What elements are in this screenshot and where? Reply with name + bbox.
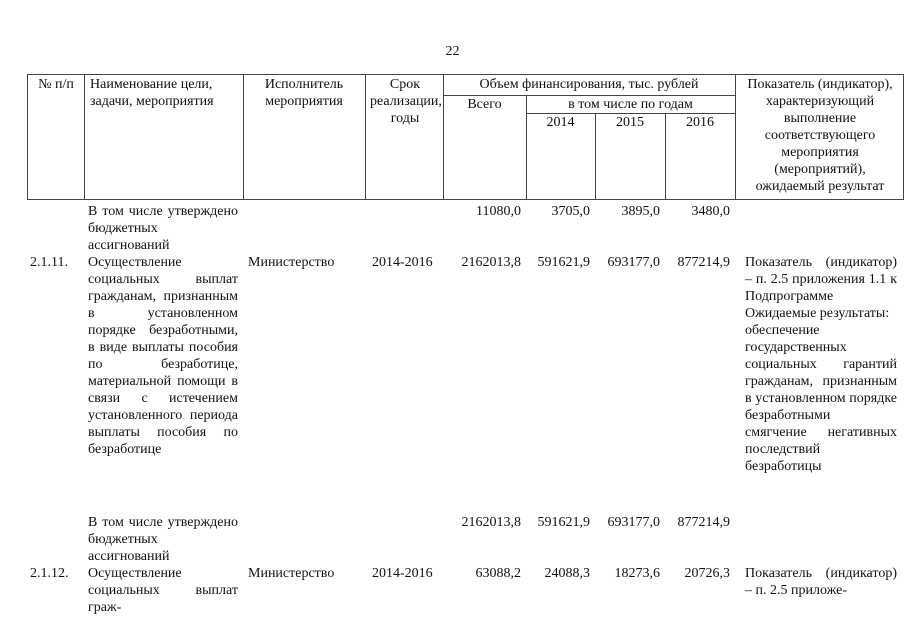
header-2015: 2015 bbox=[616, 115, 644, 130]
col-line bbox=[365, 74, 366, 199]
row-2015: 18273,6 bbox=[614, 566, 660, 581]
row-num: 2.1.12. bbox=[30, 566, 69, 581]
row-executor: Министерство bbox=[248, 255, 335, 270]
row-2016: 3480,0 bbox=[691, 204, 730, 219]
row-indicator bbox=[745, 254, 897, 475]
col-line bbox=[27, 74, 28, 199]
row-2015: 693177,0 bbox=[607, 515, 660, 530]
row-2015: 693177,0 bbox=[607, 255, 660, 270]
col-line bbox=[84, 74, 85, 199]
col-line bbox=[903, 74, 904, 199]
row-2016: 20726,3 bbox=[684, 566, 730, 581]
header-total: Всего bbox=[467, 97, 502, 112]
row-2014: 591621,9 bbox=[537, 255, 590, 270]
row-term: 2014-2016 bbox=[372, 566, 433, 581]
indicator-text: Показатель (индикатор) – п. 2.5 приложения 1.1 к Подпрограмме bbox=[745, 255, 897, 304]
row-name: В том числе утверждено бюджетных ассигнований bbox=[88, 204, 238, 253]
row-total: 11080,0 bbox=[476, 204, 521, 219]
row-executor: Министерство bbox=[248, 566, 335, 581]
header-by-years: в том числе по годам bbox=[568, 97, 693, 112]
table-top-border bbox=[27, 74, 904, 75]
header-term: Срок реализации, годы bbox=[370, 77, 442, 126]
row-total: 63088,2 bbox=[475, 566, 521, 581]
header-2014: 2014 bbox=[546, 115, 575, 130]
header-name: Наименование цели, задачи, мероприятия bbox=[90, 77, 214, 109]
row-2016: 877214,9 bbox=[677, 255, 730, 270]
row-name: Осуществление социальных выплат гражданам, признанным в установленном порядке безработными, в виде выплаты пособия по безработице, материальной помощи в связи с истечением установленного периода выплаты пособия по безработице bbox=[88, 255, 238, 457]
result-1: обеспечение государственных социальных гарантий гражданам, признанным в установленном порядке безработными bbox=[745, 323, 897, 423]
row-name: Осуществление социальных выплат граж- bbox=[88, 566, 238, 615]
header-funding: Объем финансирования, тыс. рублей bbox=[479, 77, 699, 92]
header-executor: Исполнитель мероприятия bbox=[264, 77, 344, 109]
row-2014: 591621,9 bbox=[537, 515, 590, 530]
row-total: 2162013,8 bbox=[461, 255, 521, 270]
row-2015: 3895,0 bbox=[621, 204, 660, 219]
page-number: 22 bbox=[445, 44, 460, 59]
header-indicator: Показатель (индикатор), характеризующий выполнение соответствующего мероприятия (мероприятий), ожидаемый результат bbox=[747, 77, 893, 194]
header-bottom-border bbox=[27, 199, 904, 200]
row-num: 2.1.11. bbox=[30, 255, 68, 270]
col-line bbox=[243, 74, 244, 199]
row-total: 2162013,8 bbox=[461, 515, 521, 530]
col-line bbox=[735, 74, 736, 199]
row-2014: 3705,0 bbox=[551, 204, 590, 219]
result-2: смягчение негативных последствий безработицы bbox=[745, 425, 897, 474]
row-name: В том числе утверждено бюджетных ассигнований bbox=[88, 515, 238, 564]
row-indicator: Показатель (индикатор) – п. 2.5 приложе- bbox=[745, 566, 897, 598]
row-term: 2014-2016 bbox=[372, 255, 433, 270]
header-2016: 2016 bbox=[686, 115, 714, 130]
result-title: Ожидаемые результаты: bbox=[745, 306, 890, 321]
row-2016: 877214,9 bbox=[677, 515, 730, 530]
header-num: № п/п bbox=[38, 77, 74, 92]
row-2014: 24088,3 bbox=[544, 566, 590, 581]
